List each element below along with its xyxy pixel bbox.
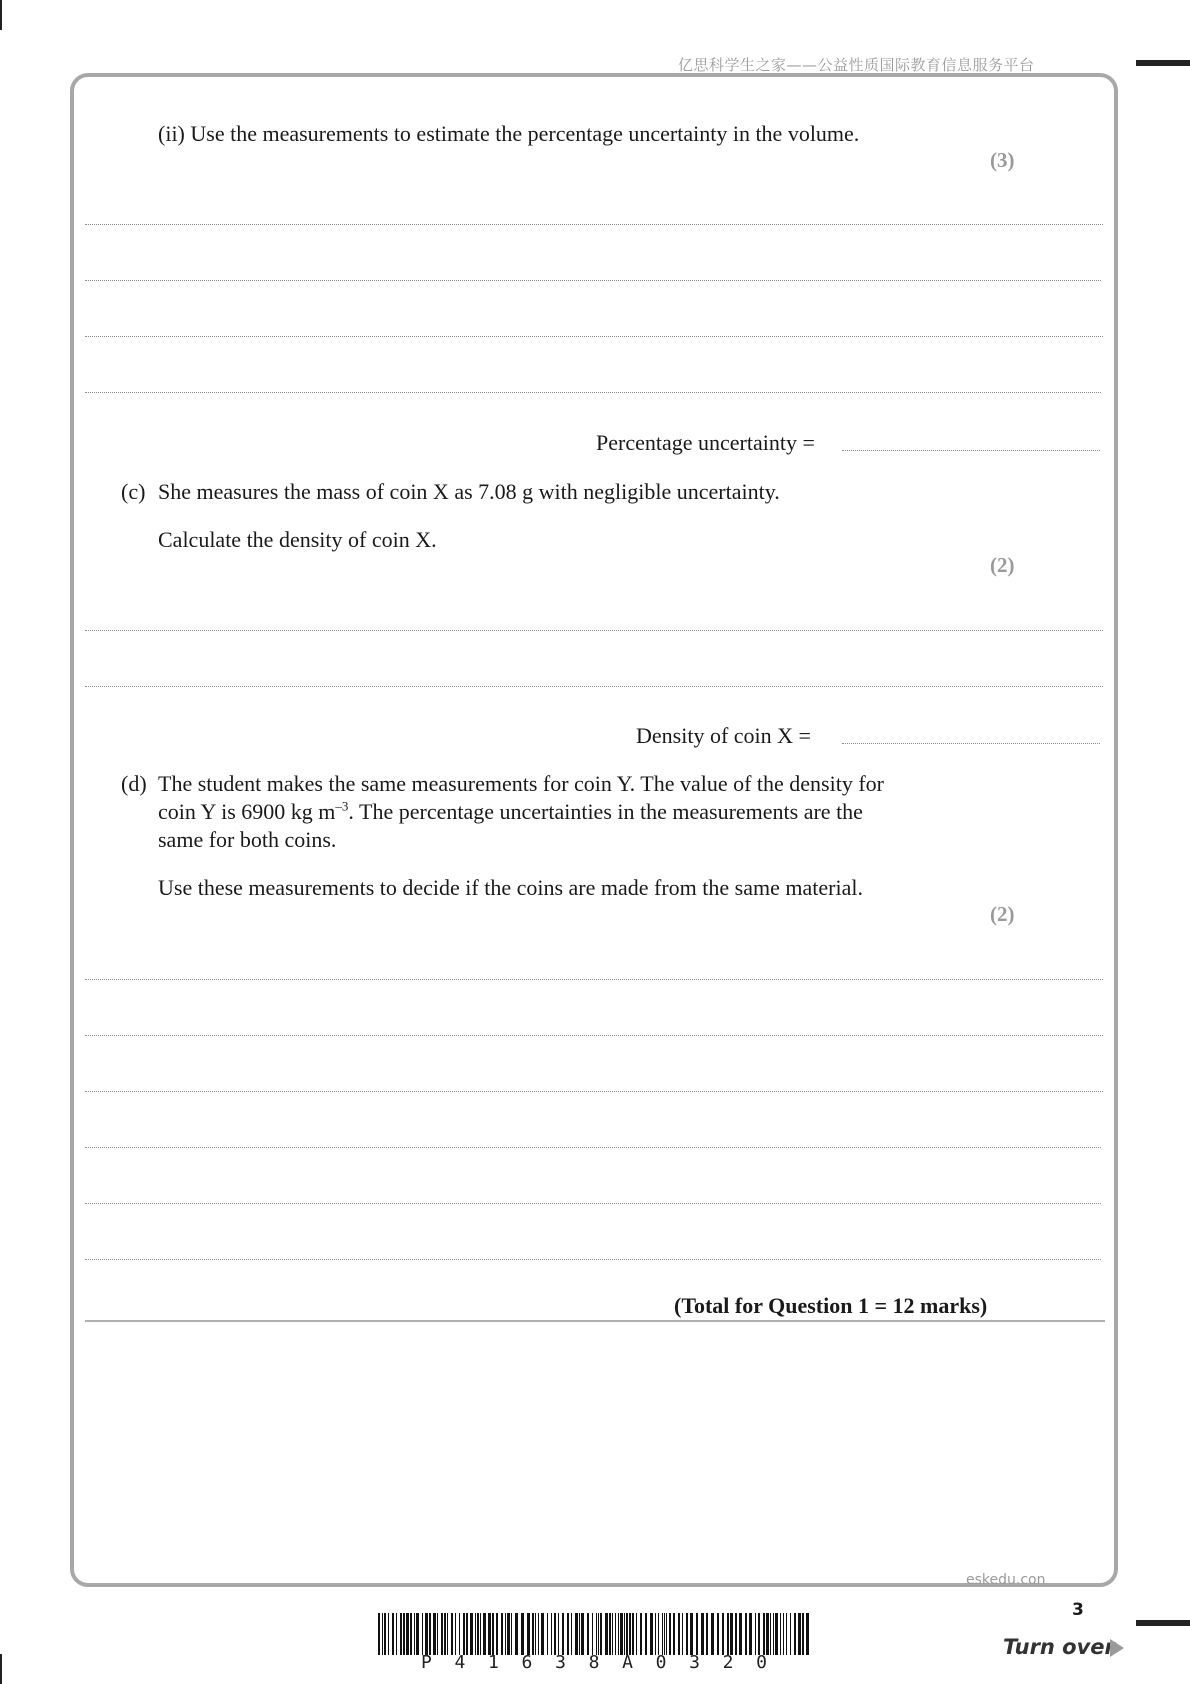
total-divider [85,1320,1105,1322]
barcode-bar [567,1613,569,1655]
barcode-bar [605,1613,608,1655]
barcode-bar [384,1613,386,1655]
page-number: 3 [1072,1600,1084,1620]
barcode-bar [662,1613,663,1655]
turn-over-arrow-icon [1110,1639,1124,1657]
barcode-bar [515,1613,518,1655]
answer-line[interactable] [85,1147,1101,1148]
barcode-bar [521,1613,524,1655]
question-total: (Total for Question 1 = 12 marks) [674,1293,988,1318]
barcode-bar [470,1613,473,1655]
barcode-bar [780,1613,781,1655]
barcode-bar [717,1613,719,1655]
barcode-bar [783,1613,784,1655]
question-d-line1: The student makes the same measurements for coin Y. The value of the density for [158,771,884,796]
barcode-bar [655,1613,656,1655]
barcode-bar [587,1613,589,1655]
answer-line[interactable] [85,392,1101,393]
barcode-bar [696,1613,698,1655]
barcode-bar [480,1613,481,1655]
density-answer-line[interactable] [842,743,1100,744]
barcode-bar [682,1613,683,1655]
barcode-bar [730,1613,733,1655]
barcode-bar [392,1613,394,1655]
barcode-bar [773,1613,774,1655]
answer-line[interactable] [85,1035,1103,1036]
barcode-bar [786,1613,787,1655]
barcode-bar [541,1613,544,1655]
footer-site-watermark: eskedu.con [966,1572,1046,1588]
barcode-bar [755,1613,756,1655]
barcode-bar [451,1613,453,1655]
percentage-uncertainty-label: Percentage uncertainty = [596,430,815,455]
barcode-text [378,1652,810,1673]
barcode-bar [466,1613,468,1655]
barcode-bar [507,1613,510,1655]
barcode-bar [433,1613,436,1655]
answer-line[interactable] [85,630,1103,631]
barcode-bar [425,1613,428,1655]
barcode-bar [669,1613,671,1655]
barcode-bar [763,1613,765,1655]
answer-line[interactable] [85,1203,1101,1204]
barcode-bar [706,1613,708,1655]
barcode-bar [766,1613,769,1655]
answer-line[interactable] [85,1259,1101,1260]
barcode-bar [475,1613,476,1655]
barcode-bar [711,1613,714,1655]
barcode-bar [535,1613,536,1655]
barcode-bar [422,1613,423,1655]
barcode-bar [496,1613,498,1655]
barcode-bar [758,1613,760,1655]
marks-c: (2) [990,553,1015,577]
barcode-bar [455,1613,456,1655]
barcode-char: 0 [655,1652,667,1673]
barcode-char: 0 [756,1652,767,1673]
barcode-bar [441,1613,443,1655]
barcode-bar [701,1613,704,1655]
percentage-uncertainty-answer-line[interactable] [842,450,1100,451]
barcode-bar [581,1613,584,1655]
barcode-bar [618,1613,619,1655]
barcode-bar [615,1613,616,1655]
barcode-char: 4 [454,1652,466,1673]
barcode-bar [382,1613,383,1655]
barcode-bar [511,1613,512,1655]
barcode-bar [620,1613,623,1655]
corner-mark-bottom-right [1136,1620,1190,1626]
answer-line[interactable] [85,686,1103,687]
header-watermark: 亿思科学生之家——公益性质国际教育信息服务平台 [678,56,1035,74]
barcode-bar [645,1613,647,1655]
corner-mark-bottom-left [0,1654,2,1684]
barcode-bar [429,1613,431,1655]
barcode-bar [650,1613,653,1655]
barcode-bar [444,1613,446,1655]
barcode-bar [463,1613,465,1655]
barcode-bar [547,1613,548,1655]
barcode-bar [600,1613,602,1655]
barcode-bar [636,1613,637,1655]
barcode-bar [624,1613,625,1655]
barcode-char: 3 [689,1652,700,1673]
barcode-bar [632,1613,634,1655]
barcode-bar [775,1613,778,1655]
barcode-bar [378,1613,380,1655]
barcode-bar [501,1613,503,1655]
barcode-bar [596,1613,597,1655]
barcode-bar [790,1613,791,1655]
barcode-bar [403,1613,405,1655]
barcode-bar [735,1613,737,1655]
barcode-bar [658,1613,659,1655]
barcode-bar [551,1613,552,1655]
barcode-char: 1 [488,1652,499,1673]
barcode-bar [483,1613,486,1655]
barcode-bar [562,1613,564,1655]
barcode-bar [571,1613,572,1655]
corner-mark-top-left [0,0,2,30]
answer-line[interactable] [85,280,1101,281]
corner-mark-top-right [1136,60,1190,66]
barcode-bar [678,1613,680,1655]
barcode-bar [400,1613,402,1655]
answer-line[interactable] [85,336,1103,337]
question-c-label: (c) [121,479,146,504]
barcode-bar [532,1613,534,1655]
question-d-line3: same for both coins. [158,827,337,852]
barcode-char: 2 [722,1652,734,1673]
barcode-bar [794,1613,796,1655]
question-d-label: (d) [121,771,147,796]
barcode [378,1613,810,1655]
barcode-bar [640,1613,642,1655]
barcode-bar [414,1613,415,1655]
barcode-char: 6 [521,1652,533,1673]
question-d-line2: coin Y is 6900 kg $m^{-3}$. The percentage uncertainties in the measurements are the [158,798,863,824]
barcode-bar [558,1613,559,1655]
barcode-bar [459,1613,460,1655]
barcode-bar [538,1613,539,1655]
barcode-bar [527,1613,530,1655]
answer-line[interactable] [85,224,1103,225]
barcode-char: P [421,1652,432,1673]
barcode-bar [410,1613,412,1655]
question-d-line4: Use these measurements to decide if the coins are made from the same material. [158,875,863,900]
barcode-bar [492,1613,494,1655]
question-c-line1: She measures the mass of coin X as 7.08 g with negligible uncertainty. [158,479,780,504]
answer-line[interactable] [85,1091,1103,1092]
barcode-bar [673,1613,675,1655]
barcode-bar [447,1613,448,1655]
barcode-bar [739,1613,742,1655]
barcode-bar [488,1613,491,1655]
barcode-bar [749,1613,752,1655]
turn-over-label: Turn over [1003,1635,1115,1659]
barcode-bar [579,1613,580,1655]
barcode-bar [727,1613,729,1655]
barcode-bar [598,1613,599,1655]
barcode-bar [722,1613,724,1655]
question-c-line2: Calculate the density of coin X. [158,527,437,552]
question-b-ii-text: (ii) Use the measurements to estimate the percentage uncertainty in the volume. [158,121,860,146]
barcode-bar [388,1613,389,1655]
barcode-bar [396,1613,397,1655]
barcode-bar [666,1613,667,1655]
barcode-bar [505,1613,506,1655]
barcode-bar [477,1613,479,1655]
barcode-bar [612,1613,613,1655]
barcode-bar [664,1613,665,1655]
barcode-bar [626,1613,628,1655]
barcode-bar [406,1613,409,1655]
barcode-bar [802,1613,804,1655]
marks-b-ii: (3) [990,148,1015,172]
barcode-bar [745,1613,747,1655]
barcode-bar [770,1613,771,1655]
barcode-char: 8 [588,1652,600,1673]
barcode-bar [686,1613,688,1655]
barcode-bar [554,1613,556,1655]
barcode-bar [609,1613,611,1655]
barcode-char: A [622,1652,633,1673]
answer-line[interactable] [85,979,1103,980]
density-label: Density of coin X = [636,723,811,748]
marks-d: (2) [990,902,1015,926]
barcode-bar [629,1613,631,1655]
barcode-bar [575,1613,578,1655]
barcode-bar [806,1613,809,1655]
barcode-bar [592,1613,593,1655]
barcode-bar [690,1613,693,1655]
barcode-char: 3 [555,1652,566,1673]
barcode-bar [798,1613,801,1655]
barcode-bar [416,1613,419,1655]
barcode-bar [437,1613,438,1655]
